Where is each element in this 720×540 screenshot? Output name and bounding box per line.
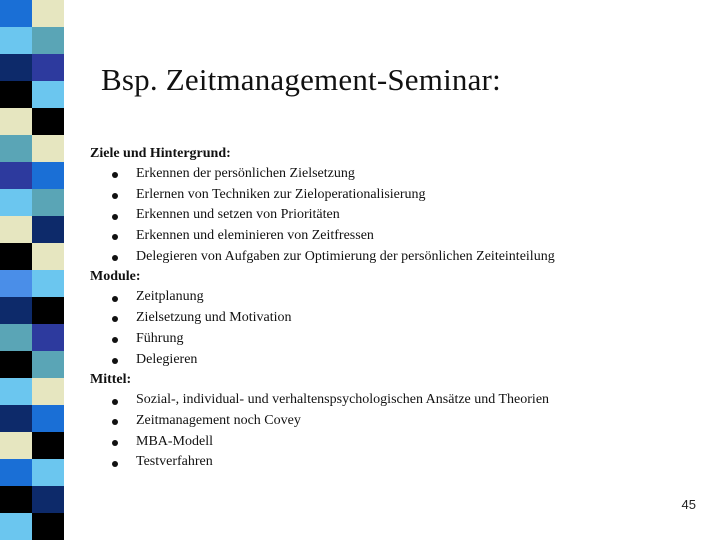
- bullet-icon: [112, 255, 118, 261]
- list-item-text: Zeitplanung: [136, 289, 204, 305]
- slide-title: Bsp. Zeitmanagement-Seminar:: [101, 62, 501, 97]
- list-item: [90, 226, 590, 247]
- bullet-icon: [112, 234, 118, 240]
- section-heading: Module:: [90, 269, 141, 285]
- stripe-block: [32, 297, 64, 324]
- bullet-icon: [112, 399, 118, 405]
- stripe-block: [0, 486, 32, 513]
- stripe-block: [0, 432, 32, 459]
- stripe-block: [0, 189, 32, 216]
- stripe-column-left: [0, 0, 32, 540]
- stripe-block: [0, 243, 32, 270]
- list-item-text: Delegieren von Aufgaben zur Optimierung der persönlichen Zeiteinteilung: [136, 248, 555, 264]
- bullet-icon: [112, 440, 118, 446]
- section-heading: Mittel:: [90, 372, 132, 388]
- stripe-block: [32, 81, 64, 108]
- bullet-list: [90, 164, 590, 267]
- bullet-icon: [112, 358, 118, 364]
- stripe-block: [0, 324, 32, 351]
- stripe-block: [32, 459, 64, 486]
- list-item: [90, 452, 590, 473]
- bullet-list: [90, 287, 590, 370]
- bullet-icon: [112, 461, 118, 467]
- list-item-text: Delegieren: [136, 351, 198, 367]
- stripe-block: [0, 135, 32, 162]
- list-item: [90, 390, 590, 411]
- stripe-block: [32, 216, 64, 243]
- stripe-block: [0, 162, 32, 189]
- stripe-block: [32, 324, 64, 351]
- list-item-text: Sozial-, individual- und verhaltenspsychologischen Ansätze und Theorien: [136, 392, 550, 408]
- stripe-block: [0, 513, 32, 540]
- bullet-icon: [112, 296, 118, 302]
- stripe-block: [0, 27, 32, 54]
- bullet-list: [90, 390, 590, 473]
- stripe-block: [32, 432, 64, 459]
- list-item: [90, 164, 590, 185]
- bullet-icon: [112, 337, 118, 343]
- list-item: [90, 432, 590, 453]
- list-item-text: Zeitmanagement noch Covey: [136, 412, 301, 428]
- stripe-block: [0, 297, 32, 324]
- bullet-icon: [112, 214, 118, 220]
- stripe-block: [0, 405, 32, 432]
- bullet-icon: [112, 419, 118, 425]
- list-item-text: Zielsetzung und Motivation: [136, 310, 292, 326]
- slide-content: [90, 144, 590, 473]
- stripe-block: [32, 135, 64, 162]
- list-item: [90, 287, 590, 308]
- stripe-block: [32, 513, 64, 540]
- list-item: [90, 411, 590, 432]
- list-item: [90, 185, 590, 206]
- page-number: 45: [681, 497, 696, 512]
- stripe-block: [32, 270, 64, 297]
- list-item-text: Erkennen und setzen von Prioritäten: [136, 207, 340, 223]
- stripe-block: [32, 405, 64, 432]
- stripe-block: [0, 54, 32, 81]
- stripe-block: [32, 351, 64, 378]
- stripe-block: [0, 81, 32, 108]
- stripe-block: [0, 270, 32, 297]
- bullet-icon: [112, 172, 118, 178]
- list-item-text: Führung: [136, 330, 184, 346]
- decorative-stripe: [0, 0, 64, 540]
- section-heading: Ziele und Hintergrund:: [90, 146, 231, 161]
- list-item: [90, 247, 590, 268]
- stripe-column-right: [32, 0, 64, 540]
- list-item: [90, 308, 590, 329]
- list-item-text: Testverfahren: [136, 454, 213, 470]
- stripe-block: [0, 216, 32, 243]
- stripe-block: [0, 108, 32, 135]
- stripe-block: [32, 0, 64, 27]
- stripe-block: [0, 378, 32, 405]
- stripe-block: [0, 459, 32, 486]
- list-item-text: Erkennen und eleminieren von Zeitfressen: [136, 228, 374, 244]
- stripe-block: [0, 0, 32, 27]
- list-item-text: Erkennen der persönlichen Zielsetzung: [136, 166, 355, 181]
- stripe-block: [32, 486, 64, 513]
- list-item-text: MBA-Modell: [136, 433, 213, 449]
- stripe-block: [32, 54, 64, 81]
- bullet-icon: [112, 193, 118, 199]
- list-item: [90, 350, 590, 371]
- bullet-icon: [112, 316, 118, 322]
- stripe-block: [0, 351, 32, 378]
- stripe-block: [32, 27, 64, 54]
- list-item: [90, 205, 590, 226]
- list-item: [90, 329, 590, 350]
- stripe-block: [32, 162, 64, 189]
- stripe-block: [32, 378, 64, 405]
- stripe-block: [32, 108, 64, 135]
- list-item-text: Erlernen von Techniken zur Zieloperationalisierung: [136, 186, 426, 202]
- stripe-block: [32, 243, 64, 270]
- stripe-block: [32, 189, 64, 216]
